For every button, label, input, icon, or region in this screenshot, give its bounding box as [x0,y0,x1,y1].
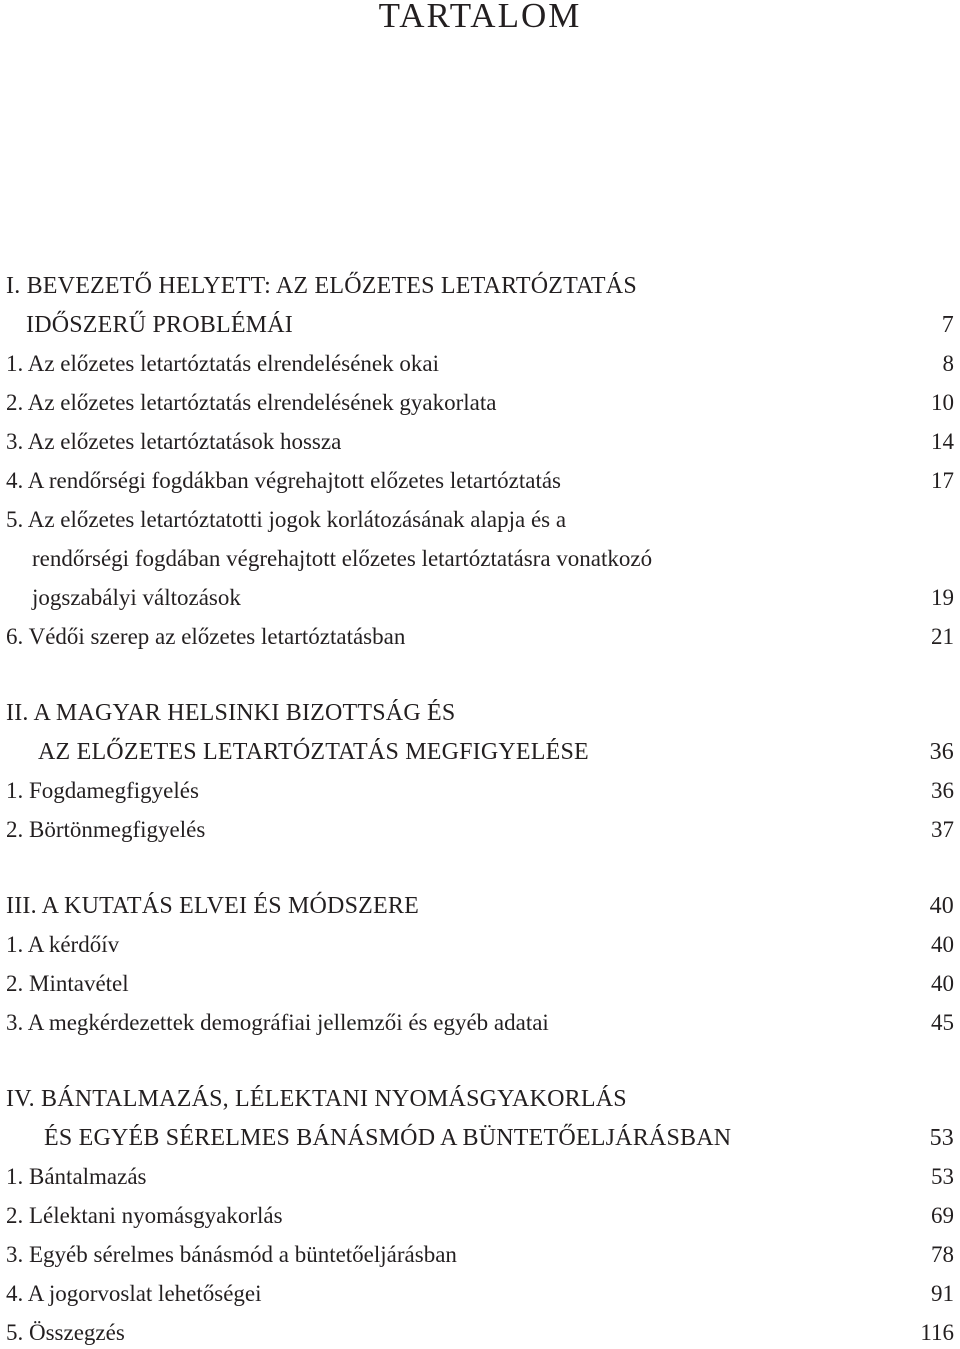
toc-entry-title: 4. A jogorvoslat lehetőségei [6,1281,262,1306]
toc-entry [6,348,954,380]
toc-page-number: 17 [931,468,954,493]
toc-page-number: 53 [931,1164,954,1189]
toc-chapter-heading [6,1083,954,1115]
toc-entry-title: 1. Fogdamegfigyelés [6,778,199,803]
toc-entry-title: 5. Összegzés [6,1320,125,1345]
toc-page-number: 36 [931,778,954,803]
toc-entry [6,968,954,1000]
toc-entry [6,1161,954,1193]
toc-entry-title: 2. Az előzetes letartóztatás elrendelésének gyakorlata [6,390,497,415]
toc-chapter-heading [6,270,954,302]
toc-page-number: 37 [931,817,954,842]
toc-entry [6,426,954,458]
toc-page-number: 8 [942,351,954,376]
toc-chapter-heading [6,890,954,922]
toc-entry-title: ÉS EGYÉB SÉRELMES BÁNÁSMÓD A BÜNTETŐELJÁRÁSBAN [44,1125,732,1151]
toc-chapter-heading [6,697,954,729]
toc-entry-title: 3. Az előzetes letartóztatások hossza [6,429,342,454]
toc-entry [6,775,954,807]
toc-page-number: 40 [931,932,954,957]
toc-entry [6,1007,954,1039]
toc-entry [6,543,954,575]
toc-entry [6,582,954,614]
toc-entry-title: 3. A megkérdezettek demográfiai jellemzői és egyéb adatai [6,1010,549,1035]
toc-entry-title: 3. Egyéb sérelmes bánásmód a büntetőeljárásban [6,1242,457,1267]
toc-chapter-heading [6,1122,954,1154]
toc-entry-title: 1. Bántalmazás [6,1164,147,1189]
toc-entry-title: III. A KUTATÁS ELVEI ÉS MÓDSZERE [6,893,419,919]
toc-chapter-heading [6,736,954,768]
toc-page-number: 40 [929,893,954,919]
toc-entry-title: jogszabályi változások [32,585,241,610]
toc-entry [6,814,954,846]
toc-page-number: 40 [931,971,954,996]
toc-entry [6,1278,954,1310]
toc-page-number: 116 [920,1320,954,1345]
toc-page-number: 19 [931,585,954,610]
toc-entry-title: II. A MAGYAR HELSINKI BIZOTTSÁG ÉS [6,700,456,726]
toc-page-number: 10 [931,390,954,415]
toc-entry-title: rendőrségi fogdában végrehajtott előzetes letartóztatásra vonatkozó [32,546,653,571]
toc-page-number: 14 [931,429,954,454]
toc-entry [6,504,954,536]
toc-entry [6,1239,954,1271]
toc-page-number: 7 [941,312,954,338]
toc-entry-title: 1. A kérdőív [6,932,120,957]
toc-entry-title: 6. Védői szerep az előzetes letartóztatásban [6,624,406,649]
page-title: TARTALOM [378,0,582,35]
toc-entry [6,1200,954,1232]
toc-entry [6,621,954,653]
toc-entry-title: 4. A rendőrségi fogdákban végrehajtott előzetes letartóztatás [6,468,561,493]
toc-entry [6,465,954,497]
toc-page-number: 78 [931,1242,954,1267]
toc-page-number: 45 [931,1010,954,1035]
toc-entry-title: AZ ELŐZETES LETARTÓZTATÁS MEGFIGYELÉSE [38,739,589,765]
toc-entry-title: I. BEVEZETŐ HELYETT: AZ ELŐZETES LETARTÓZTATÁS [6,273,637,299]
toc-entry [6,387,954,419]
toc-entry-title: 2. Mintavétel [6,971,129,996]
toc-page-number: 91 [931,1281,954,1306]
toc-entry-title: IV. BÁNTALMAZÁS, LÉLEKTANI NYOMÁSGYAKORLÁS [6,1086,627,1112]
toc-page-number: 36 [929,739,954,765]
toc-entry-title: 2. Lélektani nyomásgyakorlás [6,1203,283,1228]
toc-entry-title: 1. Az előzetes letartóztatás elrendelésének okai [6,351,439,376]
toc-chapter-heading [6,309,954,341]
toc-entry [6,1317,954,1349]
toc-page-number: 53 [929,1125,954,1151]
toc-entry [6,929,954,961]
toc-entry-title: 2. Börtönmegfigyelés [6,817,206,842]
toc-entry-title: IDŐSZERŰ PROBLÉMÁI [26,312,293,338]
toc-page-number: 21 [931,624,954,649]
toc-page-number: 69 [931,1203,954,1228]
toc-entry-title: 5. Az előzetes letartóztatotti jogok korlátozásának alapja és a [6,507,567,532]
